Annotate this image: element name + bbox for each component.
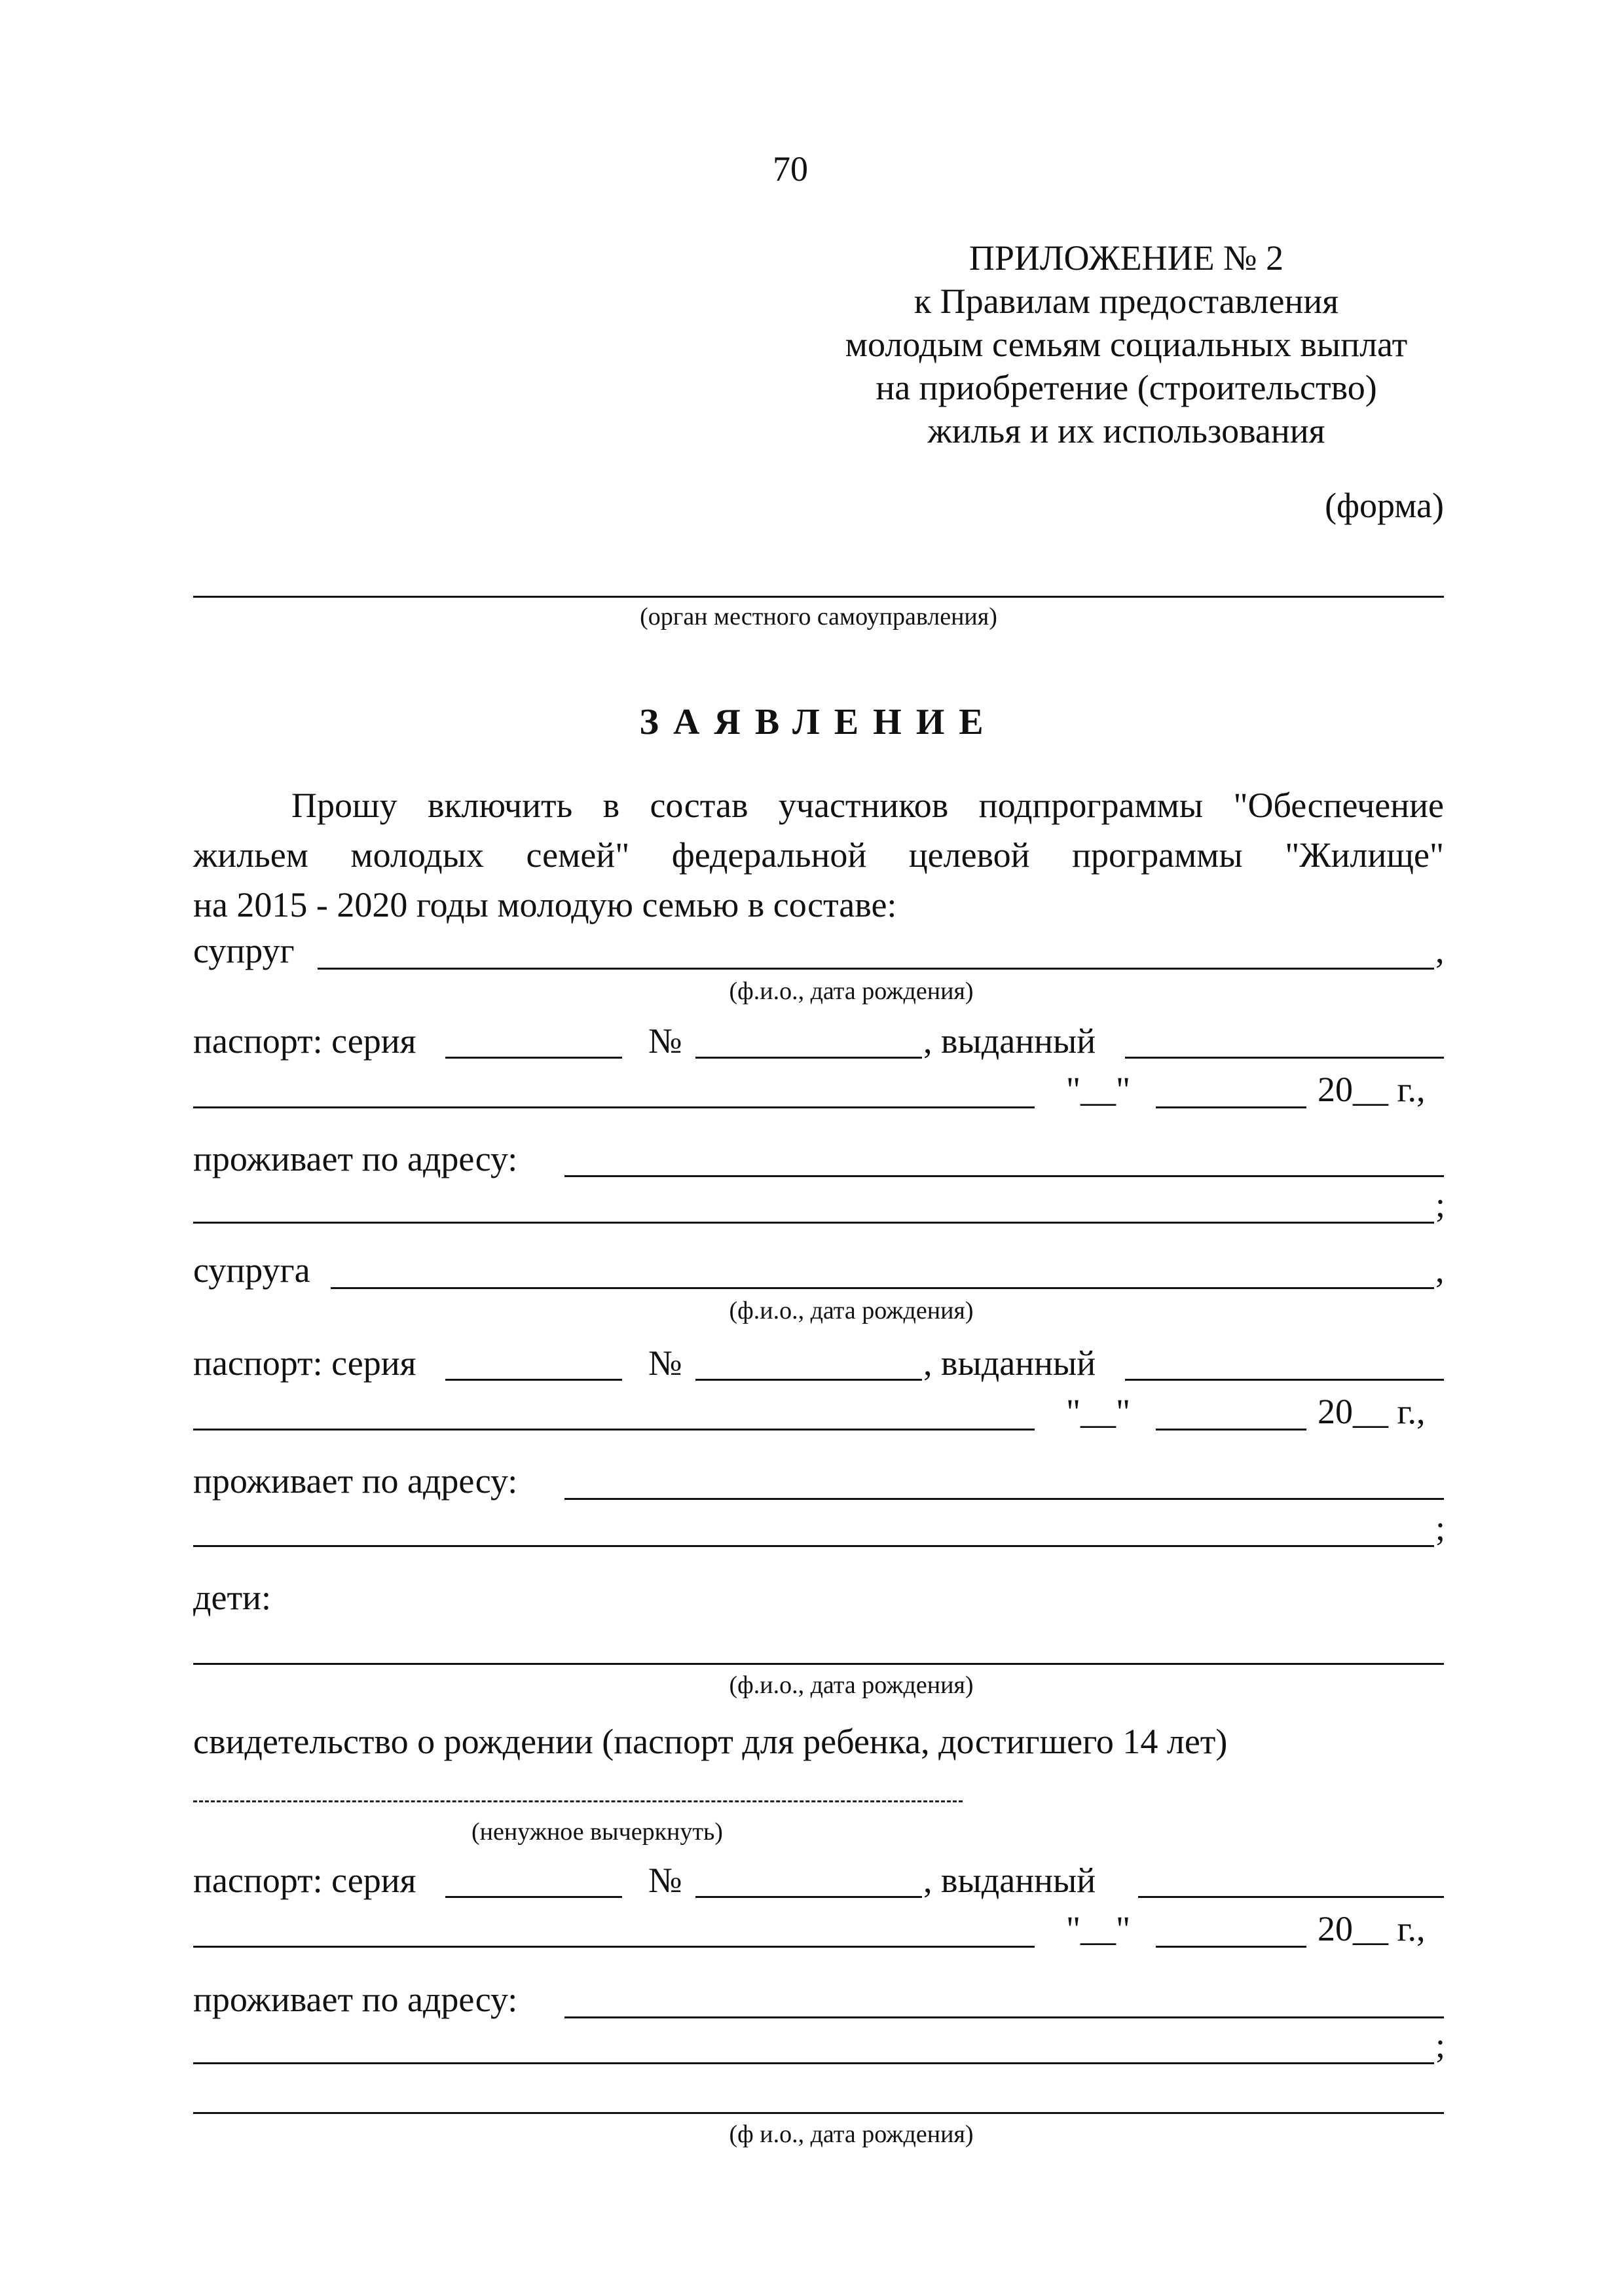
appendix-line-1: к Правилам предоставления [913, 282, 1339, 321]
husband-address-label: проживает по адресу: [193, 1139, 518, 1178]
child-issue-month-field[interactable] [1156, 1946, 1306, 1948]
child-2-fio-caption: (ф и.о., дата рождения) [729, 2121, 974, 2148]
husband-issue-year: 20__ г., [1318, 1070, 1426, 1109]
child-passport-series-field[interactable] [445, 1896, 622, 1898]
children-label: дети: [193, 1578, 271, 1617]
husband-comma: , [1435, 931, 1445, 970]
husband-passport-number-sign: № [648, 1021, 682, 1061]
wife-address-field-2[interactable] [193, 1545, 1434, 1547]
husband-passport-series-label: паспорт: серия [193, 1021, 416, 1061]
husband-issue-day: "__" [1066, 1070, 1131, 1109]
child-issued-label: , выданный [923, 1861, 1096, 1900]
wife-label: супруга [193, 1250, 310, 1290]
child-2-name-field[interactable] [193, 2112, 1444, 2114]
intro-line-3: на 2015 - 2020 годы молодую семью в составе: [193, 885, 897, 924]
document-title: ЗАЯВЛЕНИЕ [639, 702, 998, 742]
page-number: 70 [773, 149, 808, 189]
wife-issued-by-field-2[interactable] [193, 1429, 1035, 1430]
child-passport-series-label: паспорт: серия [193, 1861, 416, 1900]
wife-issue-day: "__" [1066, 1392, 1131, 1431]
child-name-field[interactable] [193, 1663, 1444, 1665]
child-semicolon: ; [1435, 2026, 1446, 2065]
wife-fio-caption: (ф.и.о., дата рождения) [729, 1297, 974, 1324]
wife-issued-label: , выданный [923, 1343, 1096, 1383]
wife-address-label: проживает по адресу: [193, 1461, 518, 1501]
authority-caption: (орган местного самоуправления) [640, 603, 997, 630]
appendix-line-3: на приобретение (строительство) [876, 368, 1377, 407]
wife-passport-series-field[interactable] [445, 1379, 622, 1381]
wife-passport-number-field[interactable] [695, 1379, 922, 1381]
strike-out-dashed-line [193, 1800, 963, 1802]
husband-semicolon: ; [1435, 1185, 1446, 1224]
wife-issued-by-field[interactable] [1125, 1379, 1444, 1381]
child-fio-caption: (ф.и.о., дата рождения) [729, 1671, 974, 1699]
strike-out-caption: (ненужное вычеркнуть) [471, 1818, 723, 1846]
husband-address-field-2[interactable] [193, 1222, 1434, 1224]
husband-name-field[interactable] [318, 968, 1434, 970]
husband-passport-series-field[interactable] [445, 1057, 622, 1059]
child-issue-day: "__" [1066, 1909, 1131, 1948]
child-passport-number-field[interactable] [695, 1896, 922, 1898]
husband-address-field[interactable] [564, 1175, 1444, 1177]
wife-comma: , [1435, 1250, 1445, 1290]
wife-passport-number-sign: № [648, 1343, 682, 1383]
appendix-line-2: молодым семьям социальных выплат [845, 325, 1408, 364]
child-issue-year: 20__ г., [1318, 1909, 1426, 1948]
appendix-title: ПРИЛОЖЕНИЕ № 2 [969, 238, 1284, 278]
husband-issue-month-field[interactable] [1156, 1106, 1306, 1108]
appendix-line-4: жилья и их использования [927, 411, 1325, 450]
child-address-field-2[interactable] [193, 2062, 1434, 2064]
birth-certificate-label: свидетельство о рождении (паспорт для ребенка, достигшего 14 лет) [193, 1722, 1228, 1761]
child-issued-by-field-2[interactable] [193, 1946, 1035, 1948]
husband-passport-number-field[interactable] [695, 1057, 922, 1059]
wife-address-field[interactable] [564, 1498, 1444, 1500]
form-label: (форма) [1325, 486, 1444, 525]
authority-line[interactable] [193, 596, 1444, 598]
wife-name-field[interactable] [331, 1287, 1434, 1289]
wife-semicolon: ; [1435, 1508, 1446, 1548]
child-address-field[interactable] [564, 2016, 1444, 2018]
intro-line-1: Прошу включить в состав участников подпрограммы "Обеспечение [291, 786, 1444, 825]
child-issued-by-field[interactable] [1138, 1896, 1444, 1898]
husband-fio-caption: (ф.и.о., дата рождения) [729, 977, 974, 1005]
child-address-label: проживает по адресу: [193, 1980, 518, 2019]
husband-issued-by-field[interactable] [1125, 1057, 1444, 1059]
wife-issue-month-field[interactable] [1156, 1429, 1306, 1430]
husband-issued-by-field-2[interactable] [193, 1106, 1035, 1108]
husband-label: супруг [193, 931, 295, 970]
child-passport-number-sign: № [648, 1861, 682, 1900]
intro-line-2: жильем молодых семей" федеральной целевой программы "Жилище" [193, 835, 1444, 875]
wife-passport-series-label: паспорт: серия [193, 1343, 416, 1383]
wife-issue-year: 20__ г., [1318, 1392, 1426, 1431]
husband-issued-label: , выданный [923, 1021, 1096, 1061]
